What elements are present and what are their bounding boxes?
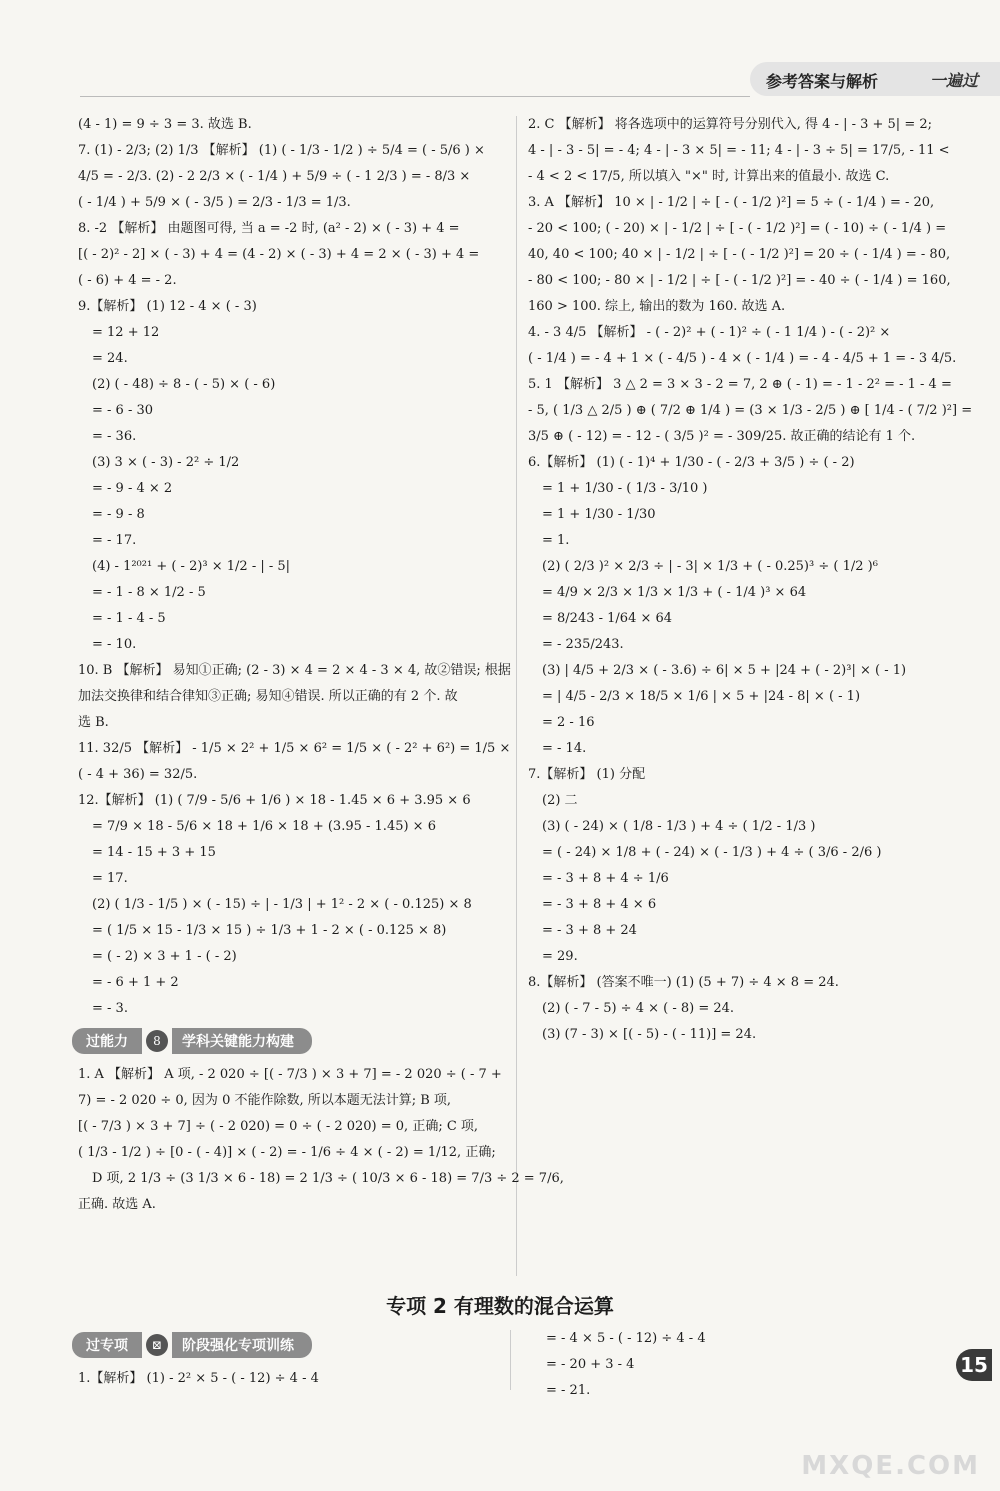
answer-line: 5. 1 【解析】 3 △ 2 = 3 × 3 - 2 = 7, 2 ⊕ ( - 1) = - 1 - 2² = - 1 - 4 = <box>528 377 952 392</box>
answer-line: 7. (1) - 2/3; (2) 1/3 【解析】 (1) ( - 1/3 - 1/2 ) ÷ 5/4 = ( - 5/6 ) × <box>78 143 485 158</box>
answer-line: ( 1/3 - 1/2 ) ÷ [0 - ( - 4)] × ( - 2) = - 1/6 ÷ 4 × ( - 2) = 1/12, 正确; <box>78 1145 496 1160</box>
answer-line: = - 20 + 3 - 4 <box>546 1357 635 1372</box>
answer-line: 8. -2 【解析】 由题图可得, 当 a = -2 时, (a² - 2) × ( - 3) + 4 = <box>78 221 460 236</box>
answer-line: 10. B 【解析】 易知①正确; (2 - 3) × 4 = 2 × 4 - 3 × 4, 故②错误; 根据 <box>78 663 511 678</box>
answer-line: = 24. <box>92 351 128 366</box>
answer-line: = - 9 - 8 <box>92 507 145 522</box>
bottom-right-column <box>532 1326 952 1404</box>
answer-line: = - 3. <box>92 1001 128 1016</box>
banner-subtitle: 阶段强化专项训练 <box>172 1332 312 1358</box>
answer-line: = 1 + 1/30 - ( 1/3 - 3/10 ) <box>542 481 708 496</box>
answer-line: 7) = - 2 020 ÷ 0, 因为 0 不能作除数, 所以本题无法计算; B 项, <box>78 1093 452 1108</box>
answer-line: (3) | 4/5 + 2/3 × ( - 3.6) ÷ 6| × 5 + |24 + ( - 2)³| × ( - 1) <box>542 663 907 678</box>
answer-line: 4/5 = - 2/3. (2) - 2 2/3 × ( - 1/4 ) + 5/9 ÷ ( - 1 2/3 ) = - 8/3 × <box>78 169 471 184</box>
answer-line: = - 235/243. <box>542 637 624 652</box>
answer-line: 选 B. <box>78 715 109 730</box>
answer-line: [( - 7/3 ) × 3 + 7] ÷ ( - 2 020) = 0 ÷ ( - 2 020) = 0, 正确; C 项, <box>78 1119 479 1134</box>
section-banner-ability <box>72 1028 518 1054</box>
answer-line: = - 9 - 4 × 2 <box>92 481 173 496</box>
answer-line: ( - 1/4 ) = - 4 + 1 × ( - 4/5 ) - 4 × ( - 1/4 ) = - 4 - 4/5 + 1 = - 3 4/5. <box>528 351 957 366</box>
banner-label: 过专项 <box>72 1332 142 1358</box>
answer-line: - 80 < 100; - 80 × | - 1/2 | ÷ [ - ( - 1/2 )²] = - 40 ÷ ( - 1/4 ) = 160, <box>528 273 951 288</box>
watermark: MXQE.COM <box>801 1451 980 1481</box>
answer-line: 2. C 【解析】 将各选项中的运算符号分别代入, 得 4 - | - 3 + 5| = 2; <box>528 117 932 132</box>
answer-line: 6.【解析】 (1) ( - 1)⁴ + 1/30 - ( - 2/3 + 3/5 ) ÷ ( - 2) <box>528 455 855 470</box>
answer-line: = - 1 - 4 - 5 <box>92 611 166 626</box>
answer-line: 40, 40 < 100; 40 × | - 1/2 | ÷ [ - ( - 1/2 )²] = 20 ÷ ( - 1/4 ) = - 80, <box>528 247 951 262</box>
answer-line: = - 3 + 8 + 24 <box>542 923 637 938</box>
right-answers <box>528 112 973 1048</box>
answer-line: = | 4/5 - 2/3 × 18/5 × 1/6 | × 5 + |24 - 8| × ( - 1) <box>542 689 861 704</box>
answer-line: 1.【解析】 (1) - 2² × 5 - ( - 12) ÷ 4 - 4 <box>78 1371 319 1386</box>
answer-line: (3) (7 - 3) × [( - 5) - ( - 11)] = 24. <box>542 1027 757 1042</box>
answer-line: = - 3 + 8 + 4 × 6 <box>542 897 657 912</box>
answer-line: = 1 + 1/30 - 1/30 <box>542 507 656 522</box>
answer-line: (4) - 1²⁰²¹ + ( - 2)³ × 1/2 - | - 5| <box>92 559 291 574</box>
answer-line: 12.【解析】 (1) ( 7/9 - 5/6 + 1/6 ) × 18 - 1.45 × 6 + 3.95 × 6 <box>78 793 471 808</box>
answer-line: = - 6 - 30 <box>92 403 154 418</box>
header-title: 参考答案与解析 <box>766 72 879 91</box>
answer-line: - 5, ( 1/3 △ 2/5 ) ⊕ ( 7/2 ⊕ 1/4 ) = (3 × 1/3 - 2/5 ) ⊕ [ 1/4 - ( 7/2 )²] = <box>528 403 973 418</box>
answer-line: = - 21. <box>546 1383 591 1398</box>
answer-line: 11. 32/5 【解析】 - 1/5 × 2² + 1/5 × 6² = 1/5 × ( - 2² + 6²) = 1/5 × <box>78 741 511 756</box>
answer-line: = - 14. <box>542 741 587 756</box>
answer-line: 加法交换律和结合律知③正确; 易知④错误. 所以正确的有 2 个. 故 <box>78 689 458 704</box>
answer-line: 正确. 故选 A. <box>78 1197 156 1212</box>
header-brand: 一遍过 <box>929 71 978 90</box>
answer-line: 3. A 【解析】 10 × | - 1/2 | ÷ [ - ( - 1/2 )²] = 5 ÷ ( - 1/4 ) = - 20, <box>528 195 935 210</box>
bottom-divider <box>510 1330 511 1390</box>
right-column <box>528 112 973 1048</box>
banner-subtitle: 学科关键能力构建 <box>172 1028 312 1054</box>
book-icon: ⊠ <box>146 1334 168 1356</box>
answer-line: (3) 3 × ( - 3) - 2² ÷ 1/2 <box>92 455 240 470</box>
answer-line: (2) ( 1/3 - 1/5 ) × ( - 15) ÷ | - 1/3 | + 1² - 2 × ( - 0.125) × 8 <box>92 897 472 912</box>
bottom-left-column <box>78 1326 508 1392</box>
answer-line: = 17. <box>92 871 128 886</box>
answer-line: = 8/243 - 1/64 × 64 <box>542 611 673 626</box>
answer-line: ( - 4 + 36) = 32/5. <box>78 767 198 782</box>
answer-line: = 2 - 16 <box>542 715 595 730</box>
answer-line: = - 17. <box>92 533 137 548</box>
answer-line: 8.【解析】 (答案不唯一) (1) (5 + 7) ÷ 4 × 8 = 24. <box>528 975 839 990</box>
banner-label: 过能力 <box>72 1028 142 1054</box>
answer-line: D 项, 2 1/3 ÷ (3 1/3 × 6 - 18) = 2 1/3 ÷ ( 10/3 × 6 - 18) = 7/3 ÷ 2 = 7/6, <box>92 1171 564 1186</box>
answer-line: = 14 - 15 + 3 + 15 <box>92 845 216 860</box>
special-topic-title: 专项 2 有理数的混合运算 <box>386 1294 614 1318</box>
answer-line: = - 36. <box>92 429 137 444</box>
ability-answers <box>78 1062 564 1218</box>
answer-line: 160 > 100. 综上, 输出的数为 160. 故选 A. <box>528 299 786 314</box>
answer-line: (2) ( - 48) ÷ 8 - ( - 5) × ( - 6) <box>92 377 276 392</box>
target-icon: 8 <box>146 1030 168 1052</box>
answer-line: = - 4 × 5 - ( - 12) ÷ 4 - 4 <box>546 1331 706 1346</box>
answer-line: = 1. <box>542 533 570 548</box>
answer-line: (4 - 1) = 9 ÷ 3 = 3. 故选 B. <box>78 117 252 132</box>
page-header <box>750 62 1000 96</box>
answer-line: 4 - | - 3 - 5| = - 4; 4 - | - 3 × 5| = - 11; 4 - | - 3 ÷ 5| = 17/5, - 11 < <box>528 143 950 158</box>
answer-line: = 4/9 × 2/3 × 1/3 × 1/3 + ( - 1/4 )³ × 64 <box>542 585 807 600</box>
answer-line: 7.【解析】 (1) 分配 <box>528 767 646 782</box>
special-answers-left <box>78 1366 508 1392</box>
answer-line: = - 1 - 8 × 1/2 - 5 <box>92 585 206 600</box>
header-rule <box>80 96 750 97</box>
answer-line: (2) ( 2/3 )² × 2/3 ÷ | - 3| × 1/3 + ( - 0.25)³ ÷ ( 1/2 )⁶ <box>542 559 878 574</box>
answer-line: ( - 1/4 ) + 5/9 × ( - 3/5 ) = 2/3 - 1/3 = 1/3. <box>78 195 351 210</box>
answer-line: 1. A 【解析】 A 项, - 2 020 ÷ [( - 7/3 ) × 3 + 7] = - 2 020 ÷ ( - 7 + <box>78 1067 502 1082</box>
page-number: 15 <box>956 1349 992 1381</box>
answer-line: ( - 6) + 4 = - 2. <box>78 273 177 288</box>
special-answers-right <box>532 1326 952 1404</box>
answer-line: = ( - 24) × 1/8 + ( - 24) × ( - 1/3 ) + 4 ÷ ( 3/6 - 2/6 ) <box>542 845 882 860</box>
answer-line: (3) ( - 24) × ( 1/8 - 1/3 ) + 4 ÷ ( 1/2 - 1/3 ) <box>542 819 816 834</box>
answer-line: = 7/9 × 18 - 5/6 × 18 + 1/6 × 18 + (3.95 - 1.45) × 6 <box>92 819 436 834</box>
answer-line: - 20 < 100; ( - 20) × | - 1/2 | ÷ [ - ( - 1/2 )²] = ( - 10) ÷ ( - 1/4 ) = <box>528 221 947 236</box>
answer-line: - 4 < 2 < 17/5, 所以填入 "×" 时, 计算出来的值最小. 故选 C. <box>528 169 890 184</box>
left-answers <box>78 112 518 1022</box>
answer-line: 9.【解析】 (1) 12 - 4 × ( - 3) <box>78 299 257 314</box>
section-banner-special <box>72 1332 508 1358</box>
answer-line: = - 3 + 8 + 4 ÷ 1/6 <box>542 871 669 886</box>
answer-line: [( - 2)² - 2] × ( - 3) + 4 = (4 - 2) × ( - 3) + 4 = 2 × ( - 3) + 4 = <box>78 247 480 262</box>
answer-line: (2) 二 <box>542 793 578 808</box>
answer-line: = - 6 + 1 + 2 <box>92 975 179 990</box>
answer-line: = ( - 2) × 3 + 1 - ( - 2) <box>92 949 237 964</box>
answer-line: 4. - 3 4/5 【解析】 - ( - 2)² + ( - 1)² ÷ ( - 1 1/4 ) - ( - 2)² × <box>528 325 891 340</box>
answer-line: = 29. <box>542 949 578 964</box>
answer-line: = - 10. <box>92 637 137 652</box>
answer-line: = 12 + 12 <box>92 325 160 340</box>
answer-line: (2) ( - 7 - 5) ÷ 4 × ( - 8) = 24. <box>542 1001 735 1016</box>
answer-line: = ( 1/5 × 15 - 1/3 × 15 ) ÷ 1/3 + 1 - 2 × ( - 0.125 × 8) <box>92 923 447 938</box>
answer-line: 3/5 ⊕ ( - 12) = - 12 - ( 3/5 )² = - 309/25. 故正确的结论有 1 个. <box>528 429 916 444</box>
